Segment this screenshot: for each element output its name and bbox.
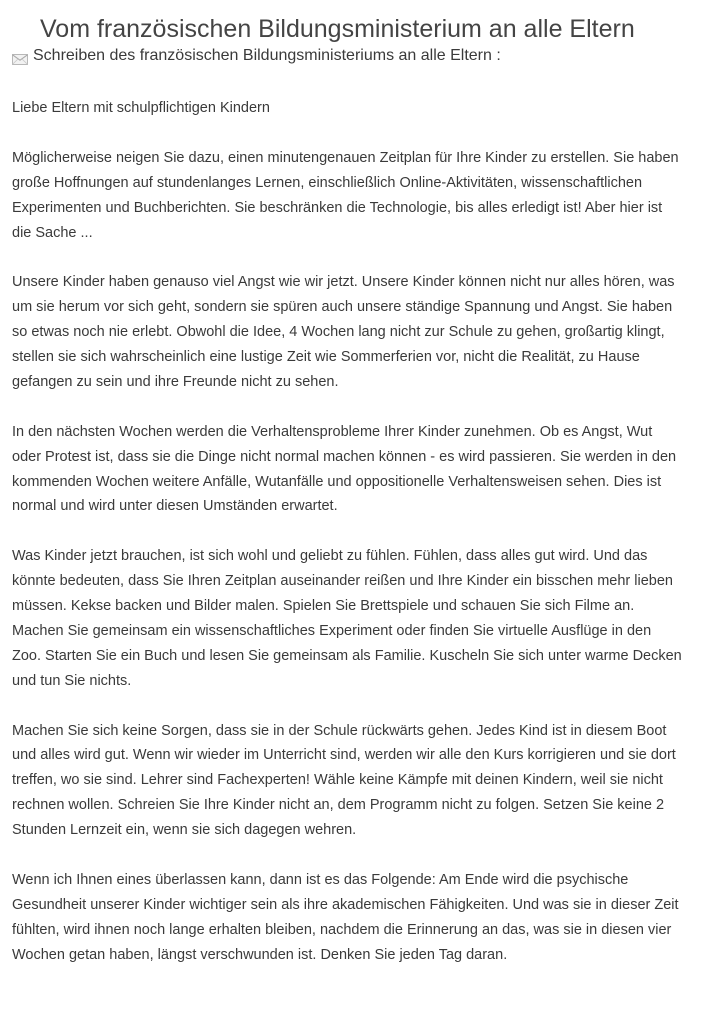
- paragraph-6: Wenn ich Ihnen eines überlassen kann, dann ist es das Folgende: Am Ende wird die psychische Gesundheit unserer Kinder wichtiger sein als ihre akademischen Fähigkeiten. Und was sie in dieser Zeit fühlten, wird ihnen noch lange erhalten bleiben, nachdem die Erinnerung an das, was sie in diesen vier Wochen getan haben, längst verschwunden ist. Denken Sie jeden Tag daran.: [12, 872, 679, 963]
- envelope-icon: [12, 50, 28, 61]
- subtitle-text: Schreiben des französischen Bildungsministeriums an alle Eltern :: [33, 47, 501, 64]
- paragraph-3: In den nächsten Wochen werden die Verhaltensprobleme Ihrer Kinder zunehmen. Ob es Angst, Wut oder Protest ist, dass sie die Dinge nicht normal machen können - es wird passieren. Sie werden in den kommenden Wochen weitere Anfälle, Wutanfälle und oppositionelle Verhaltensweisen sehen. Dies ist normal und wird unter diesen Umständen erwartet.: [12, 423, 677, 515]
- letter-body: [12, 96, 684, 968]
- subtitle: [12, 45, 501, 67]
- paragraph-1: Möglicherweise neigen Sie dazu, einen minutengenauen Zeitplan für Ihre Kinder zu erstellen. Sie haben große Hoffnungen auf stundenlanges Lernen, einschließlich Online-Aktivitäten, wissenschaftlichen Experimenten und Buchberichten. Sie beschränken die Technologie, bis alles erledigt ist! Aber hier ist die Sache ...: [12, 149, 679, 241]
- page-title: Vom französischen Bildungsministerium an alle Eltern: [40, 15, 635, 43]
- paragraph-4: Was Kinder jetzt brauchen, ist sich wohl und geliebt zu fühlen. Fühlen, dass alles gut wird. Und das könnte bedeuten, dass Sie Ihren Zeitplan auseinander reißen und Ihre Kinder ein bisschen mehr lieben müssen. Kekse backen und Bilder malen. Spielen Sie Brettspiele und schauen Sie sich Filme an. Machen Sie gemeinsam ein wissenschaftliches Experiment oder finden Sie virtuelle Ausflüge in den Zoo. Starten Sie ein Buch und lesen Sie gemeinsam als Familie. Kuscheln Sie sich unter warme Decken und tun Sie nichts.: [12, 548, 682, 689]
- paragraph-5: Machen Sie sich keine Sorgen, dass sie in der Schule rückwärts gehen. Jedes Kind ist in diesem Boot und alles wird gut. Wenn wir wieder im Unterricht sind, werden wir alle den Kurs korrigieren und sie dort treffen, wo sie sind. Lehrer sind Fachexperten! Wähle keine Kämpfe mit deinen Kindern, weil sie nicht rechnen wollen. Schreien Sie Ihre Kinder nicht an, dem Programm nicht zu folgen. Setzen Sie keine 2 Stunden Lernzeit ein, wenn sie sich dagegen wehren.: [12, 722, 676, 839]
- paragraph-2: Unsere Kinder haben genauso viel Angst wie wir jetzt. Unsere Kinder können nicht nur alles hören, was um sie herum vor sich geht, sondern sie spüren auch unsere ständige Spannung und Angst. Sie haben so etwas noch nie erlebt. Obwohl die Idee, 4 Wochen lang nicht zur Schule zu gehen, großartig klingt, stellen sie sich wahrscheinlich eine lustige Zeit wie Sommerferien vor, nicht die Realität, zu Hause gefangen zu sein und ihre Freunde nicht zu sehen.: [12, 274, 675, 390]
- salutation: Liebe Eltern mit schulpflichtigen Kindern: [12, 100, 270, 116]
